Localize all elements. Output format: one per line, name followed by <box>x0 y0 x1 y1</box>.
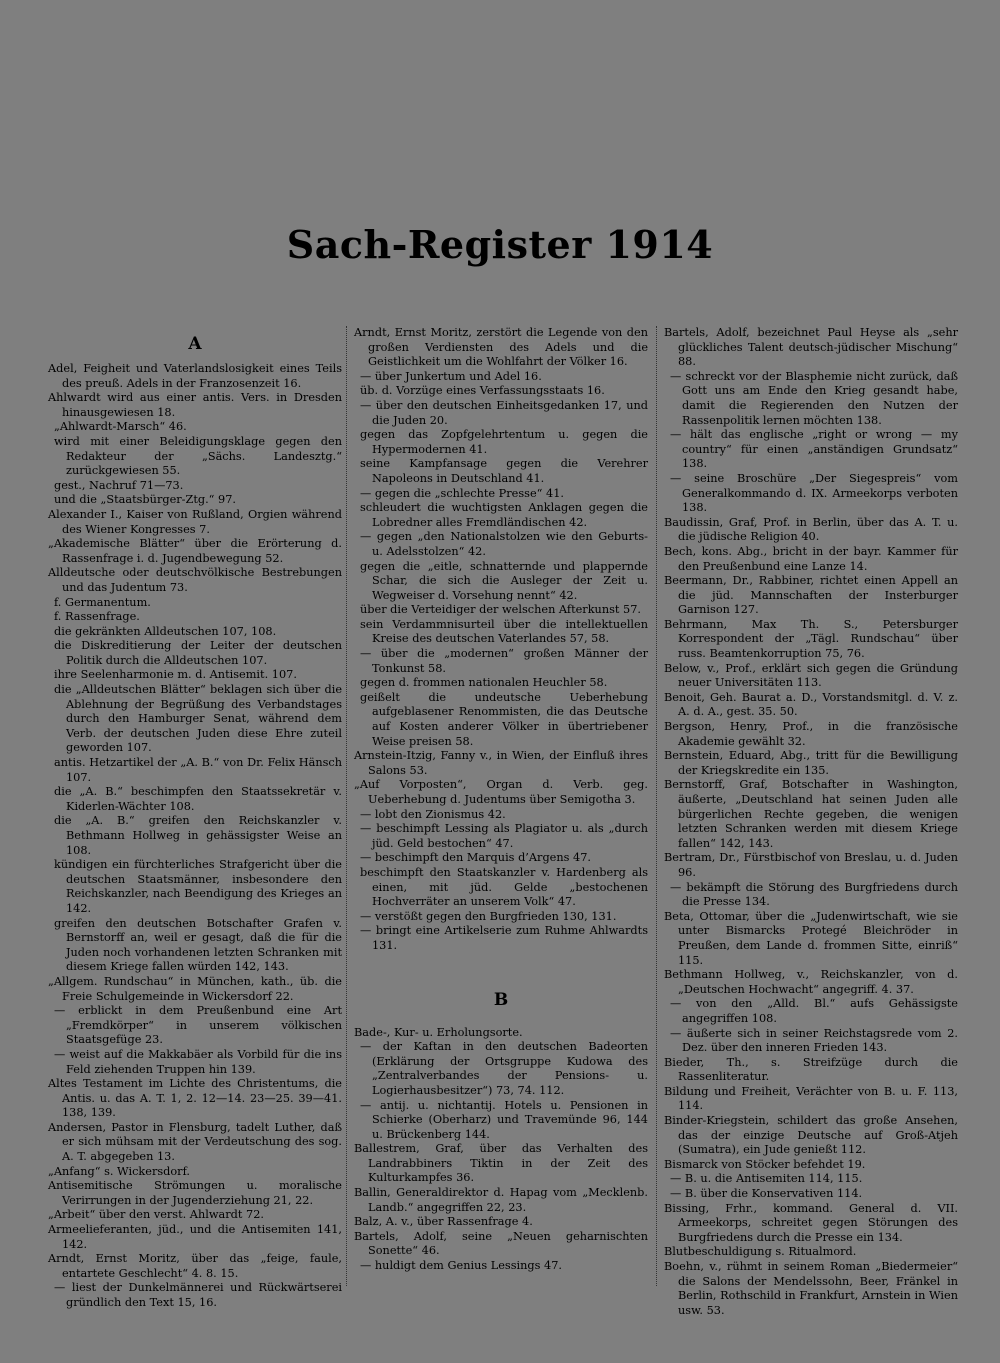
index-entry: „Allgem. Rundschau“ in München, kath., üb. die Freie Schulgemeinde in Wickersdorf 22. <box>48 974 342 1003</box>
index-subentry: — bringt eine Artikelserie zum Ruhme Ahlwardts 131. <box>360 924 648 952</box>
index-subentry: sein Verdammnisurteil über die intellektuellen Kreise des deutschen Vaterlandes 57, 58. <box>360 617 648 646</box>
index-entry: Below, v., Prof., erklärt sich gegen die Gründung neuer Universitäten 113. <box>664 661 958 690</box>
index-entry: Balz, A. v., über Rassenfrage 4. <box>354 1215 533 1229</box>
index-subentry: — gegen die „schlechte Presse“ 41. <box>360 486 564 500</box>
index-subentry: schleudert die wuchtigsten Anklagen gegen die Lobredner alles Fremdländischen 42. <box>360 501 648 529</box>
index-subentry: antis. Hetzartikel der „A. B.“ von Dr. Felix Hänsch 107. <box>54 756 342 784</box>
index-subentry: „Ahlwardt-Marsch“ 46. <box>54 420 187 434</box>
index-subentry: — antij. u. nichtantij. Hotels u. Pensionen in Schierke (Oberharz) und Travemünde 96, 144 u. Brückenberg 144. <box>360 1098 648 1141</box>
entries-b-2 <box>664 326 958 1318</box>
index-subentry: — über den deutschen Einheitsgedanken 17, und die Juden 20. <box>360 398 648 427</box>
index-entry: Alexander I., Kaiser von Rußland, Orgien während des Wiener Kongresses 7. <box>48 507 342 536</box>
index-subentry: gegen d. frommen nationalen Heuchler 58. <box>360 676 608 690</box>
index-subentry: die „A. B.“ beschimpfen den Staatssekretär v. Kiderlen-Wächter 108. <box>54 785 342 813</box>
index-entry: Bismarck von Stöcker befehdet 19. <box>664 1157 866 1171</box>
index-column-1 <box>48 326 342 1311</box>
index-entry: Bildung und Freiheit, Verächter von B. u. F. 113, 114. <box>664 1084 958 1113</box>
index-subentry: die Diskreditierung der Leiter der deutschen Politik durch die Alldeutschen 107. <box>54 639 342 667</box>
index-subentry: — beschimpft den Marquis d’Argens 47. <box>360 851 591 865</box>
index-entry: Antisemitische Strömungen u. moralische Verirrungen in der Jugenderziehung 21, 22. <box>48 1179 342 1207</box>
index-subentry: — weist auf die Makkabäer als Vorbild für die ins Feld ziehenden Truppen hin 139. <box>54 1047 342 1076</box>
index-subentry: — über Junkertum und Adel 16. <box>360 369 542 383</box>
index-entry: Ahlwardt wird aus einer antis. Vers. in Dresden hinausgewiesen 18. <box>48 391 342 419</box>
index-subentry: greifen den deutschen Botschafter Grafen v. Bernstorff an, weil er gesagt, daß die für die Juden noch vorhandenen letzten Schranken mit diesem Kriege fallen würden 142, 143. <box>54 916 342 974</box>
index-column-3 <box>664 326 958 1318</box>
index-entry: Adel, Feigheit und Vaterlandslosigkeit eines Teils des preuß. Adels in der Franzosenzeit 16. <box>48 362 342 390</box>
index-entry: Armeelieferanten, jüd., und die Antisemiten 141, 142. <box>48 1223 342 1251</box>
index-subentry: — B. u. die Antisemiten 114, 115. <box>670 1172 863 1186</box>
index-column-2 <box>354 326 648 1274</box>
index-subentry: — erblickt in dem Preußenbund eine Art „Fremdkörper“ in unserem völkischen Staatsgefüge 23. <box>54 1004 342 1047</box>
index-entry: Bieder, Th., s. Streifzüge durch die Rassenliteratur. <box>664 1055 958 1084</box>
index-entry: Bergson, Henry, Prof., in die französische Akademie gewählt 32. <box>664 720 958 748</box>
index-subentry: — B. über die Konservativen 114. <box>670 1187 863 1201</box>
index-entry: Benoit, Geh. Baurat a. D., Vorstandsmitgl. d. V. z. A. d. A., gest. 35. 50. <box>664 690 958 719</box>
index-entry: Beermann, Dr., Rabbiner, richtet einen Appell an die jüd. Mannschaften der Insterburger Garnison 127. <box>664 574 958 617</box>
index-subentry: — beschimpft Lessing als Plagiator u. als „durch jüd. Geld bestochen“ 47. <box>360 822 648 850</box>
index-subentry: die gekränkten Alldeutschen 107, 108. <box>54 624 277 638</box>
index-subentry: gegen das Zopfgelehrtentum u. gegen die Hypermodernen 41. <box>360 428 648 456</box>
index-subentry: kündigen ein fürchterliches Strafgericht über die deutschen Staatsmänner, insbesondere den Reichskanzler, nach Beendigung des Krieges an 142. <box>54 858 342 915</box>
index-subentry: gegen die „eitle, schnatternde und plappernde Schar, die sich die Ausleger der Zeit u. Wegweiser d. Vorsehung nennt“ 42. <box>360 559 648 602</box>
index-subentry: — über die „modernen“ großen Männer der Tonkunst 58. <box>360 647 648 675</box>
index-entry: Baudissin, Graf, Prof. in Berlin, über das A. T. u. die jüdische Religion 40. <box>664 515 958 544</box>
index-subentry: — bekämpft die Störung des Burgfriedens durch die Presse 134. <box>670 880 958 909</box>
index-subentry: — schreckt vor der Blasphemie nicht zurück, daß Gott uns am Ende den Krieg gesandt habe, damit die Regierenden den Nutzen der Rassenpolitik lernen möchten 138. <box>670 369 958 427</box>
index-subentry: — verstößt gegen den Burgfrieden 130, 131. <box>360 909 617 923</box>
index-entry: Bernstorff, Graf, Botschafter in Washington, äußerte, „Deutschland hat seinen Juden alle bürgerlichen Rechte gegeben, die wenigen letzten Schranken werden mit diesem Kriege fallen“ 142, 143. <box>664 778 958 850</box>
index-subentry: und die „Staatsbürger-Ztg.“ 97. <box>54 493 237 507</box>
entries-a-1 <box>48 362 342 1311</box>
index-subentry: — huldigt dem Genius Lessings 47. <box>360 1259 562 1273</box>
index-subentry: geißelt die undeutsche Ueberhebung aufgeblasener Renommisten, die das Deutsche auf Kosten anderer Völker in übertriebener Weise preisen 58. <box>360 690 648 748</box>
index-entry: „Auf Vorposten“, Organ d. Verb. geg. Ueberhebung d. Judentums über Semigotha 3. <box>354 778 648 806</box>
index-subentry: — gegen „den Nationalstolzen wie den Geburts- u. Adelsstolzen“ 42. <box>360 530 648 558</box>
index-subentry: üb. d. Vorzüge eines Verfassungsstaats 16. <box>360 384 605 398</box>
index-subentry: — äußerte sich in seiner Reichstagsrede vom 2. Dez. über den inneren Frieden 143. <box>670 1026 958 1055</box>
index-entry: Altes Testament im Lichte des Christentums, die Antis. u. das A. T. 1, 2. 12—14. 23—25. 39—41. 138, 139. <box>48 1077 342 1120</box>
page-title: Sach-Register 1914 <box>286 222 714 267</box>
index-entry: Bissing, Frhr., kommand. General d. VII. Armeekorps, schreitet gegen Störungen des Burgfriedens durch die Presse ein 134. <box>664 1201 958 1244</box>
index-subentry: — seine Broschüre „Der Siegespreis“ vom Generalkommando d. IX. Armeekorps verboten 138. <box>670 471 958 515</box>
index-subentry: f. Rassenfrage. <box>54 610 140 624</box>
index-entry: Alldeutsche oder deutschvölkische Bestrebungen und das Judentum 73. <box>48 566 342 594</box>
section-letter-a: A <box>188 334 202 354</box>
index-subentry: gest., Nachruf 71—73. <box>54 478 184 492</box>
index-subentry: — lobt den Zionismus 42. <box>360 807 506 821</box>
index-entry: Andersen, Pastor in Flensburg, tadelt Luther, daß er sich mühsam mit der Verdeutschung des sog. A. T. abgegeben 13. <box>48 1120 342 1164</box>
index-entry: Bertram, Dr., Fürstbischof von Breslau, u. d. Juden 96. <box>664 851 958 879</box>
index-entry: „Anfang“ s. Wickersdorf. <box>48 1164 190 1178</box>
column-divider <box>656 326 657 1286</box>
index-entry: Bartels, Adolf, bezeichnet Paul Heyse als „sehr glückliches Talent deutsch-jüdischer Mischung“ 88. <box>664 326 958 369</box>
index-entry: Bernstein, Eduard, Abg., tritt für die Bewilligung der Kriegskredite ein 135. <box>664 749 958 777</box>
entries-b-1 <box>354 1026 648 1274</box>
index-subentry: die „Alldeutschen Blätter“ beklagen sich über die Ablehnung der Begrüßung des Verbandstages durch den Hamburger Senat, während dem Verb. der deutschen Juden diese Ehre zuteil geworden 107. <box>54 683 342 755</box>
index-entry: Behrmann, Max Th. S., Petersburger Korrespondent der „Tägl. Rundschau“ über russ. Beamtenkorruption 75, 76. <box>664 617 958 661</box>
index-entry: Bartels, Adolf, seine „Neuen geharnischten Sonette“ 46. <box>354 1229 648 1258</box>
index-subentry: die „A. B.“ greifen den Reichskanzler v. Bethmann Hollweg in gehässigster Weise an 108. <box>54 814 342 857</box>
index-entry: Ballestrem, Graf, über das Verhalten des Landrabbiners Tiktin in der Zeit des Kulturkampfes 36. <box>354 1142 648 1185</box>
index-entry: Bade-, Kur- u. Erholungsorte. <box>354 1025 523 1039</box>
section-letter-b: B <box>493 989 509 1010</box>
index-subentry: ihre Seelenharmonie m. d. Antisemit. 107. <box>54 668 297 682</box>
index-entry: Arndt, Ernst Moritz, zerstört die Legende von den großen Verdiensten des Adels und die Geistlichkeit um die Wohlfahrt der Völker 16. <box>354 326 648 369</box>
index-subentry: über die Verteidiger der welschen Afterkunst 57. <box>360 603 641 617</box>
index-entry: Arndt, Ernst Moritz, über das „feige, faule, entartete Geschlecht“ 4. 8. 15. <box>48 1252 342 1280</box>
index-subentry: seine Kampfansage gegen die Verehrer Napoleons in Deutschland 41. <box>360 457 648 485</box>
index-subentry: — liest der Dunkelmännerei und Rückwärtserei gründlich den Text 15, 16. <box>54 1281 342 1309</box>
column-divider <box>346 326 347 1286</box>
entries-a-2 <box>354 326 648 954</box>
index-entry: Arnstein-Itzig, Fanny v., in Wien, der Einfluß ihres Salons 53. <box>354 749 648 777</box>
index-entry: Ballin, Generaldirektor d. Hapag vom „Mecklenb. Landb.“ angegriffen 22, 23. <box>354 1186 648 1214</box>
index-entry: Bethmann Hollweg, v., Reichskanzler, von d. „Deutschen Hochwacht“ angegriff. 4. 37. <box>664 968 958 996</box>
index-subentry: wird mit einer Beleidigungsklage gegen den Redakteur der „Sächs. Landesztg.“ zurückgewiesen 55. <box>54 434 342 478</box>
index-subentry: — hält das englische „right or wrong — my country“ für einen „anständigen Grundsatz“ 138. <box>670 428 958 471</box>
index-entry: Beta, Ottomar, über die „Judenwirtschaft, wie sie unter Bismarcks Protegé Bleichröder in Preußen, dem Lande d. frommen Sitte, einriß“ 115. <box>664 909 958 967</box>
index-subentry: f. Germanentum. <box>54 595 151 609</box>
index-subentry: beschimpft den Staatskanzler v. Hardenberg als einen, mit jüd. Gelde „bestochenen Hochverräter an unserem Volk“ 47. <box>360 865 648 909</box>
index-subentry: — der Kaftan in den deutschen Badeorten (Erklärung der Ortsgruppe Kudowa des „Zentralverbandes der Pensions- u. Logierhausbesitzer“) 73, 74. 112. <box>360 1040 648 1097</box>
index-entry: Blutbeschuldigung s. Ritualmord. <box>664 1245 857 1259</box>
index-entry: „Akademische Blätter“ über die Erörterung d. Rassenfrage i. d. Jugendbewegung 52. <box>48 537 342 565</box>
index-entry: Bech, kons. Abg., bricht in der bayr. Kammer für den Preußenbund eine Lanze 14. <box>664 544 958 573</box>
index-entry: Boehn, v., rühmt in seinem Roman „Biedermeier“ die Salons der Mendelssohn, Beer, Fränkel in Berlin, Rothschild in Frankfurt, Arnstein in Wien usw. 53. <box>664 1260 958 1317</box>
index-subentry: — von den „Alld. Bl.“ aufs Gehässigste angegriffen 108. <box>670 997 958 1025</box>
index-entry: Binder-Kriegstein, schildert das große Ansehen, das der einzige Deutsche auf Groß-Atjeh (Sumatra), ein Jude genießt 112. <box>664 1114 958 1157</box>
index-entry: „Arbeit“ über den verst. Ahlwardt 72. <box>48 1208 264 1222</box>
